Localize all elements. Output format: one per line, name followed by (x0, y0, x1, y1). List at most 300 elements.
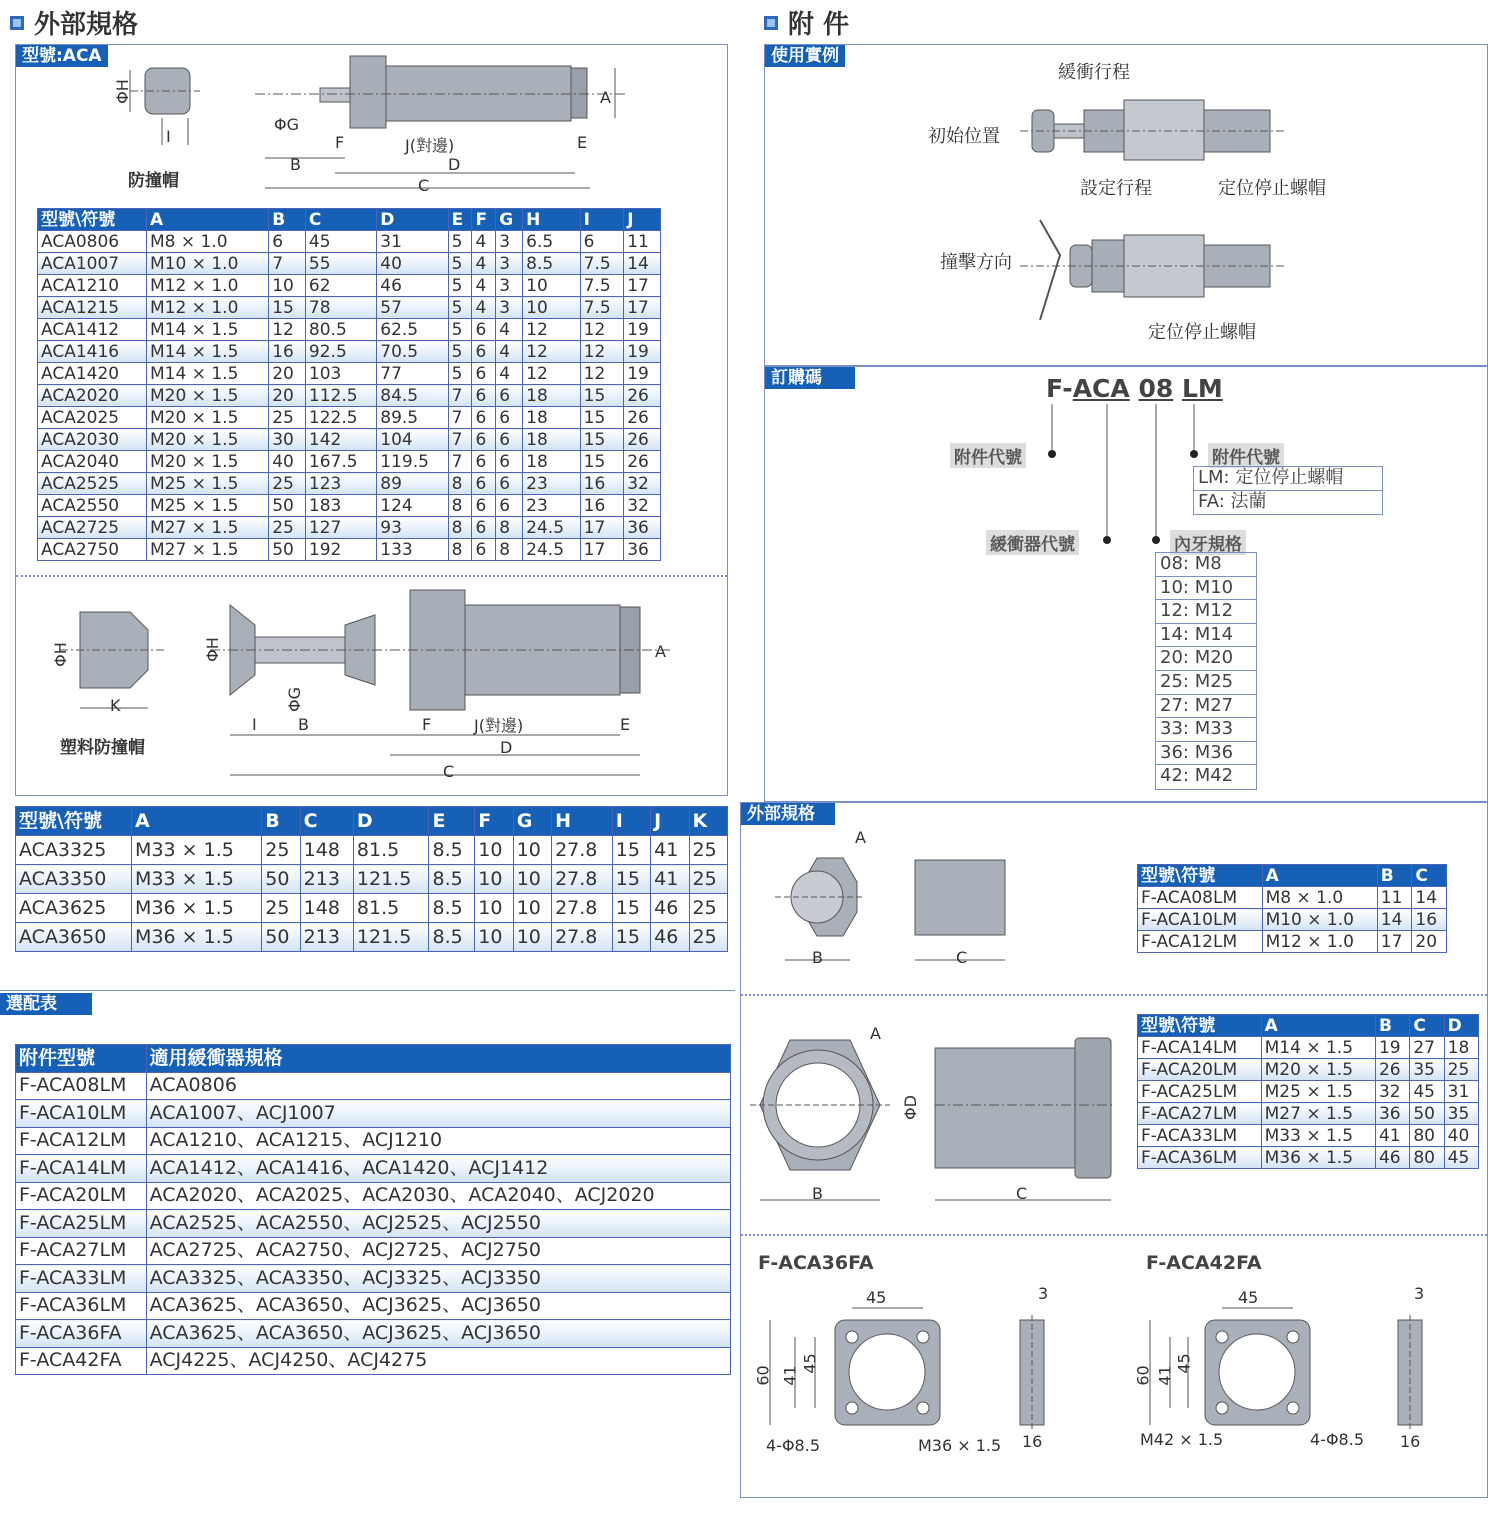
table-cell: 78 (305, 297, 376, 319)
flange-42-title: F-ACA42FA (1146, 1252, 1262, 1274)
table-cell: 7 (448, 451, 472, 473)
column-header: D (353, 807, 429, 836)
column-header: 附件型號 (16, 1045, 147, 1073)
table-cell: 3 (496, 253, 523, 275)
table-cell: 25 (269, 473, 306, 495)
table-cell: 148 (300, 894, 353, 923)
table-cell: 5 (448, 231, 472, 253)
column-header: C (305, 209, 376, 231)
dim-a2-label: A (655, 642, 666, 661)
table-cell: 16 (269, 341, 306, 363)
table-cell: 20 (1412, 931, 1447, 953)
dim-j-label: J(對邊) (405, 136, 455, 155)
table-cell: 4 (472, 275, 496, 297)
table-row (16, 1127, 731, 1155)
table-cell: 17 (624, 297, 661, 319)
table-row (38, 319, 661, 341)
column-header: 型號\符號 (1138, 865, 1263, 887)
accessory-code-right-label: 附件代號 (1208, 443, 1284, 468)
table-cell: 8 (448, 495, 472, 517)
table-cell: 32 (1375, 1081, 1409, 1103)
table-cell: 31 (377, 231, 448, 253)
option-item: 36: M36 (1156, 742, 1256, 766)
option-item: 25: M25 (1156, 671, 1256, 695)
table-cell: 25 (689, 836, 727, 865)
usage-tag: 使用實例 (765, 45, 845, 67)
table-cell: 40 (269, 451, 306, 473)
table-cell: 15 (612, 923, 650, 952)
table-cell: F-ACA12LM (16, 1127, 147, 1155)
table-row (1138, 1125, 1479, 1147)
table-cell: ACA2040 (38, 451, 147, 473)
table-cell: 45 (1410, 1081, 1444, 1103)
table-cell: 10 (475, 836, 513, 865)
table-row (16, 1292, 731, 1320)
column-header: I (612, 807, 650, 836)
table-cell: 7 (448, 429, 472, 451)
table-row (1138, 1103, 1479, 1125)
table-cell: 14 (1412, 887, 1447, 909)
table-cell: 26 (1375, 1059, 1409, 1081)
table-cell: ACA2750 (38, 539, 147, 561)
table-cell: M14 × 1.5 (147, 363, 269, 385)
table-cell: 25 (689, 894, 727, 923)
table-cell: M10 × 1.0 (1262, 909, 1377, 931)
table-cell: 12 (580, 363, 624, 385)
table-cell: 46 (651, 923, 689, 952)
table-cell: 50 (262, 923, 300, 952)
table-cell: M14 × 1.5 (147, 341, 269, 363)
table-row (38, 297, 661, 319)
large-nut-dim-b-label: B (812, 1184, 823, 1203)
table-cell: 10 (513, 923, 551, 952)
table-row (38, 517, 661, 539)
table-cell: F-ACA25LM (1138, 1081, 1262, 1103)
flange-36-t16: 16 (1022, 1432, 1043, 1451)
column-header: A (1262, 865, 1377, 887)
nut-table-small (1137, 864, 1447, 953)
table-cell: 35 (1444, 1103, 1478, 1125)
table-cell: 36 (1375, 1103, 1409, 1125)
spec-table-small (37, 208, 661, 561)
table-cell: 4 (496, 341, 523, 363)
thread-spec-label: 內牙規格 (1170, 530, 1246, 555)
table-cell: 10 (475, 923, 513, 952)
table-cell: 15 (580, 407, 624, 429)
column-header: A (147, 209, 269, 231)
table-cell: 16 (1412, 909, 1447, 931)
column-header: G (496, 209, 523, 231)
table-cell: M12 × 1.0 (147, 297, 269, 319)
table-cell: 80.5 (305, 319, 376, 341)
table-cell: M12 × 1.0 (1262, 931, 1377, 953)
table-cell: ACA3325 (16, 836, 132, 865)
stop-nut-label: 定位停止螺帽 (1218, 178, 1326, 199)
table-cell: F-ACA20LM (1138, 1059, 1262, 1081)
table-cell: ACA2030 (38, 429, 147, 451)
table-cell: F-ACA42FA (16, 1347, 147, 1375)
table-row (38, 341, 661, 363)
external-spec-tag: 外部規格 (741, 803, 835, 825)
table-cell: 25 (269, 407, 306, 429)
dim-c2-label: C (443, 762, 455, 781)
table-cell: 18 (523, 429, 580, 451)
option-item: 42: M42 (1160, 765, 1234, 787)
table-row (1138, 1037, 1479, 1059)
buffer-code-label: 緩衝器代號 (986, 530, 1079, 555)
cap-label: 防撞帽 (128, 171, 179, 191)
table-cell: 6 (496, 473, 523, 495)
table-cell: 133 (377, 539, 448, 561)
table-cell: ACA1412、ACA1416、ACA1420、ACJ1412 (146, 1155, 730, 1183)
column-header: 型號\符號 (1138, 1015, 1262, 1037)
column-header: E (448, 209, 472, 231)
flange-42-t3: 3 (1414, 1284, 1425, 1303)
table-cell: 10 (513, 836, 551, 865)
table-cell: 6 (496, 495, 523, 517)
table-cell: ACA2550 (38, 495, 147, 517)
usage-drawing (1020, 80, 1290, 350)
cylinder-drawing (245, 48, 635, 198)
table-cell: F-ACA33LM (16, 1265, 147, 1293)
table-cell: 27.8 (552, 865, 613, 894)
column-header: 型號\符號 (16, 807, 132, 836)
table-cell: F-ACA12LM (1138, 931, 1263, 953)
table-cell: 15 (580, 385, 624, 407)
table-cell: ACA1215 (38, 297, 147, 319)
nut-dim-c-label: C (956, 948, 968, 967)
column-header: K (689, 807, 727, 836)
table-cell: 62.5 (377, 319, 448, 341)
table-cell: 12 (523, 341, 580, 363)
table-cell: ACA3625、ACA3650、ACJ3625、ACJ3650 (146, 1292, 730, 1320)
table-cell: 5 (448, 253, 472, 275)
thread-options (1155, 552, 1257, 790)
table-cell: 46 (1375, 1147, 1409, 1169)
table-cell: 35 (1410, 1059, 1444, 1081)
table-row (38, 253, 661, 275)
table-cell: ACA1210 (38, 275, 147, 297)
table-cell: 112.5 (305, 385, 376, 407)
table-cell: 8 (496, 539, 523, 561)
column-header: 適用緩衝器規格 (146, 1045, 730, 1073)
table-cell: M20 × 1.5 (147, 385, 269, 407)
table-cell: 4 (472, 297, 496, 319)
table-cell: 11 (624, 231, 661, 253)
table-cell: M14 × 1.5 (147, 319, 269, 341)
column-header: B (1375, 1015, 1409, 1037)
table-cell: 25 (262, 894, 300, 923)
table-cell: 32 (624, 495, 661, 517)
table-cell: 50 (269, 539, 306, 561)
table-cell: 8.5 (429, 894, 475, 923)
column-header: C (1410, 1015, 1444, 1037)
table-cell: 12 (269, 319, 306, 341)
table-cell: 25 (262, 836, 300, 865)
table-cell: 213 (300, 923, 353, 952)
table-cell: M33 × 1.5 (1261, 1125, 1375, 1147)
table-cell: 23 (523, 473, 580, 495)
table-row (16, 1100, 731, 1128)
table-row (38, 363, 661, 385)
table-cell: 92.5 (305, 341, 376, 363)
column-header: D (1444, 1015, 1478, 1037)
table-cell: F-ACA20LM (16, 1182, 147, 1210)
flange-42-t16: 16 (1400, 1432, 1421, 1451)
column-header: G (513, 807, 551, 836)
table-cell: 121.5 (353, 923, 429, 952)
table-row (1138, 909, 1447, 931)
table-cell: F-ACA27LM (1138, 1103, 1262, 1125)
table-cell: M25 × 1.5 (147, 495, 269, 517)
order-code-tag: 訂購碼 (765, 367, 855, 389)
table-cell: 6 (472, 495, 496, 517)
dim-e2-label: E (620, 715, 631, 734)
table-cell: F-ACA36FA (16, 1320, 147, 1348)
table-cell: ACA2020、ACA2025、ACA2030、ACA2040、ACJ2020 (146, 1182, 730, 1210)
table-cell: 12 (580, 341, 624, 363)
table-cell: 81.5 (353, 894, 429, 923)
table-row (1138, 887, 1447, 909)
table-cell: 70.5 (377, 341, 448, 363)
large-nut-drawing (750, 1020, 1120, 1210)
selection-table (15, 1044, 731, 1375)
table-cell: M10 × 1.0 (147, 253, 269, 275)
table-cell: 27.8 (552, 894, 613, 923)
flange-42-h41: 41 (1155, 1365, 1175, 1386)
table-cell: 84.5 (377, 385, 448, 407)
divider (741, 994, 1487, 996)
table-cell: 6 (472, 341, 496, 363)
column-header: C (300, 807, 353, 836)
square-bullet-icon (10, 16, 24, 30)
table-cell: 10 (513, 865, 551, 894)
dim-e-label: E (577, 133, 588, 152)
table-cell: 45 (305, 231, 376, 253)
table-cell: 3 (496, 231, 523, 253)
order-code: F-ACA 08 LM (1046, 374, 1223, 403)
dim-d2-label: D (500, 738, 513, 757)
table-cell: 32 (624, 473, 661, 495)
table-row (16, 1182, 731, 1210)
table-cell: ACA3625 (16, 894, 132, 923)
table-cell: 6 (496, 385, 523, 407)
table-cell: 142 (305, 429, 376, 451)
option-item: LM: 定位停止螺帽 (1194, 467, 1382, 491)
table-cell: 57 (377, 297, 448, 319)
column-header: B (1377, 865, 1412, 887)
table-cell: 19 (624, 341, 661, 363)
table-cell: 15 (612, 894, 650, 923)
table-cell: ACA2020 (38, 385, 147, 407)
dim-f2-label: F (422, 715, 432, 734)
column-header: I (580, 209, 624, 231)
table-cell: 5 (448, 341, 472, 363)
flange-42-h45: 45 (1174, 1353, 1194, 1374)
plastic-cap-label: 塑料防撞帽 (60, 738, 145, 758)
table-cell: ACA3350 (16, 865, 132, 894)
table-cell: ACA3625、ACA3650、ACJ3625、ACJ3650 (146, 1320, 730, 1348)
accessory-code-left-label: 附件代號 (950, 443, 1026, 468)
table-row (38, 495, 661, 517)
column-header: D (377, 209, 448, 231)
table-cell: 6 (580, 231, 624, 253)
table-row (38, 231, 661, 253)
table-cell: 122.5 (305, 407, 376, 429)
option-item: FA: 法蘭 (1198, 490, 1267, 512)
option-item: 33: M33 (1156, 718, 1256, 742)
table-cell: 5 (448, 319, 472, 341)
flange-42-h60: 60 (1133, 1365, 1153, 1386)
table-cell: 103 (305, 363, 376, 385)
flange-36-h41: 41 (780, 1365, 800, 1386)
dim-k-label: K (110, 696, 121, 715)
table-cell: 6 (496, 407, 523, 429)
table-cell: 7.5 (580, 297, 624, 319)
table-cell: M20 × 1.5 (147, 451, 269, 473)
table-cell: M27 × 1.5 (147, 517, 269, 539)
table-cell: 41 (651, 865, 689, 894)
table-cell: 7 (269, 253, 306, 275)
table-cell: 25 (1444, 1059, 1478, 1081)
table-cell: ACA2525 (38, 473, 147, 495)
table-row (38, 407, 661, 429)
table-cell: 46 (651, 894, 689, 923)
table-cell: M8 × 1.0 (1262, 887, 1377, 909)
table-cell: 24.5 (523, 539, 580, 561)
table-cell: 7.5 (580, 253, 624, 275)
table-cell: 19 (624, 363, 661, 385)
table-cell: 127 (305, 517, 376, 539)
table-cell: 40 (1444, 1125, 1478, 1147)
table-row (16, 865, 728, 894)
table-cell: ACJ4225、ACJ4250、ACJ4275 (146, 1347, 730, 1375)
table-cell: M14 × 1.5 (1261, 1037, 1375, 1059)
large-nut-dim-c-label: C (1016, 1184, 1028, 1203)
table-cell: M36 × 1.5 (132, 894, 262, 923)
table-cell: 15 (580, 451, 624, 473)
large-nut-dim-a-label: A (870, 1024, 881, 1043)
table-cell: 8 (448, 473, 472, 495)
nut-dim-a-label: A (855, 828, 866, 847)
table-cell: 6 (472, 363, 496, 385)
option-item: 27: M27 (1156, 695, 1256, 719)
dim-f-label: F (335, 133, 345, 152)
table-cell: F-ACA10LM (1138, 909, 1263, 931)
flange-42-width: 45 (1238, 1288, 1259, 1307)
divider (16, 575, 727, 577)
table-cell: 16 (580, 473, 624, 495)
table-cell: 89.5 (377, 407, 448, 429)
table-row (1138, 1059, 1479, 1081)
table-cell: 10 (475, 894, 513, 923)
table-cell: 10 (269, 275, 306, 297)
accessory-options (1193, 466, 1383, 515)
table-cell: 124 (377, 495, 448, 517)
table-cell: 26 (624, 407, 661, 429)
table-cell: M20 × 1.5 (147, 407, 269, 429)
table-cell: F-ACA14LM (16, 1155, 147, 1183)
table-cell: F-ACA25LM (16, 1210, 147, 1238)
table-row (16, 894, 728, 923)
flange-42-thread: M42 × 1.5 (1140, 1430, 1224, 1449)
table-cell: F-ACA27LM (16, 1237, 147, 1265)
table-cell: 26 (624, 385, 661, 407)
table-cell: 89 (377, 473, 448, 495)
table-cell: 93 (377, 517, 448, 539)
table-cell: 8.5 (429, 836, 475, 865)
column-header: B (262, 807, 300, 836)
flange-36-t3: 3 (1038, 1284, 1049, 1303)
table-cell: 148 (300, 836, 353, 865)
table-row (16, 1210, 731, 1238)
table-cell: M12 × 1.0 (147, 275, 269, 297)
dim-a-label: A (600, 88, 611, 107)
table-row (16, 1237, 731, 1265)
table-cell: 5 (448, 297, 472, 319)
table-row (38, 385, 661, 407)
table-cell: ACA2025 (38, 407, 147, 429)
table-cell: 25 (689, 865, 727, 894)
flange-36-thread: M36 × 1.5 (918, 1436, 1002, 1455)
table-cell: 80 (1410, 1125, 1444, 1147)
table-cell: 6 (472, 473, 496, 495)
table-cell: 7 (448, 407, 472, 429)
table-cell: 17 (1377, 931, 1412, 953)
dim-g2-label: ΦG (285, 687, 304, 712)
column-header: A (132, 807, 262, 836)
set-stroke-label: 設定行程 (1080, 178, 1152, 199)
divider (741, 1234, 1487, 1236)
table-cell: M8 × 1.0 (147, 231, 269, 253)
option-item: 08: M8 (1156, 553, 1256, 577)
table-cell: 41 (651, 836, 689, 865)
table-cell: F-ACA08LM (16, 1072, 147, 1100)
table-cell: 4 (496, 319, 523, 341)
dim-g-label: ΦG (274, 115, 299, 134)
column-header: J (651, 807, 689, 836)
table-row (38, 275, 661, 297)
table-cell: 14 (624, 253, 661, 275)
table-row (1138, 1147, 1479, 1169)
table-cell: 16 (580, 495, 624, 517)
table-cell: 26 (624, 451, 661, 473)
table-cell: 15 (612, 836, 650, 865)
table-cell: M25 × 1.5 (1261, 1081, 1375, 1103)
table-cell: 8 (448, 517, 472, 539)
table-cell: 3 (496, 275, 523, 297)
table-row (38, 473, 661, 495)
table-cell: 6 (472, 429, 496, 451)
table-cell: 10 (513, 894, 551, 923)
table-cell: 10 (523, 275, 580, 297)
table-cell: 4 (472, 253, 496, 275)
table-cell: 27 (1410, 1037, 1444, 1059)
column-header: 型號\符號 (38, 209, 147, 231)
option-item: 10: M10 (1156, 577, 1256, 601)
dim-h-label: ΦH (112, 79, 132, 104)
table-cell: 18 (523, 385, 580, 407)
impact-direction-label: 撞擊方向 (940, 252, 1012, 273)
selection-tag: 選配表 (0, 993, 92, 1015)
table-cell: 6.5 (523, 231, 580, 253)
table-cell: 25 (269, 517, 306, 539)
table-cell: 6 (269, 231, 306, 253)
spec-table-large (15, 806, 728, 952)
table-cell: ACA3650 (16, 923, 132, 952)
table-cell: 123 (305, 473, 376, 495)
table-cell: 23 (523, 495, 580, 517)
